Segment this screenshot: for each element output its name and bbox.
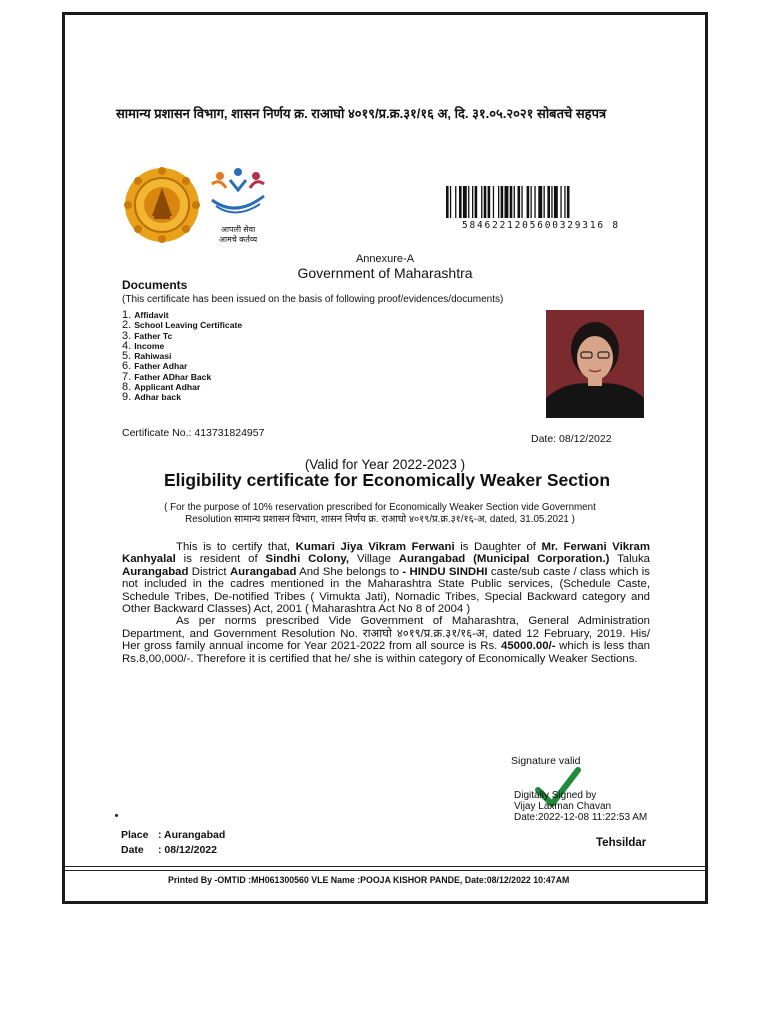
caste: - HINDU SINDHI <box>402 565 488 578</box>
signature-valid-label: Signature valid <box>511 755 581 767</box>
barcode-bar <box>554 186 558 218</box>
government-title: Government of Maharashtra <box>297 265 473 281</box>
village: Aurangabad (Municipal Corporation.) <box>398 553 610 566</box>
signer-name: Vijay Laxman Chavan <box>514 801 612 812</box>
purpose-line-2: Resolution सामान्य प्रशासन विभाग, शासन निर्णय क्र. राआघो ४०१९/प्र.क्र.३१/१६-अ, dated, 31.05.2021 ) <box>185 514 575 525</box>
seva-tagline-2: आमचे कर्तव्य <box>218 235 258 244</box>
designation: Tehsildar <box>596 837 647 849</box>
barcode-bar <box>455 186 456 218</box>
list-item: 9. Adhar back <box>122 391 181 404</box>
barcode-bar <box>468 186 469 218</box>
barcode-bar <box>459 186 462 218</box>
issue-date: Date: 08/12/2022 <box>531 433 612 445</box>
barcode-bar <box>538 186 542 218</box>
barcode-bar <box>481 186 482 218</box>
barcode-bar <box>531 186 532 218</box>
applicant-photo <box>546 310 644 418</box>
list-item: 1. Affidavit <box>122 309 169 321</box>
list-item: 3. Father Tc <box>122 329 173 342</box>
barcode-bar <box>518 186 521 218</box>
barcode-bar <box>567 186 570 218</box>
list-item: 2. School Leaving Certificate <box>122 319 243 332</box>
barcode-bar <box>446 186 449 218</box>
annual-income: 45000.00/- <box>501 640 556 653</box>
barcode-bar <box>564 186 565 218</box>
validity-period: (Valid for Year 2022-2023 ) <box>304 457 466 472</box>
barcode-bar <box>505 186 509 218</box>
aapli-seva-logo <box>206 166 270 246</box>
list-item: 6. Father Adhar <box>122 360 188 373</box>
footer-divider <box>64 870 705 871</box>
annexure-label: Annexure-A <box>355 253 415 265</box>
date-value: : 08/12/2022 <box>158 844 217 856</box>
district: Aurangabad <box>229 565 297 578</box>
residence: Sindhi Colony, <box>265 553 350 566</box>
father-name: Mr. Ferwani Vikram Kanhyalal <box>122 541 650 566</box>
barcode-bar <box>534 186 535 218</box>
body-paragraph-2: As per norms prescribed Vide Government of Maharashtra, General Administration Department, and Government Resolution No. राआघो ४०१९/प्र.क्र.३१/१६-अ, dated 12 February, 2019. His/ Her gross family annual income for Year 2021-2022 from all source is Rs. 45000.00/- which is less than Rs.8,00,000/-. Therefore it is certified that he/ she is within category of Economically Weaker Sections. <box>122 615 650 665</box>
list-item: 4. Income <box>122 339 165 352</box>
certificate-title: Eligibility certificate for Economically Weaker Section <box>163 470 611 490</box>
list-item: 7. Father ADhar Back <box>122 370 212 383</box>
barcode-bar <box>488 186 491 218</box>
barcode-number: 5846221205600329316 8 <box>462 220 620 231</box>
barcode-bar <box>547 186 550 218</box>
scan-speck <box>115 814 118 817</box>
certificate-body <box>122 541 650 665</box>
date-label: Date <box>121 844 144 856</box>
barcode-bar <box>475 186 478 218</box>
documents-heading: Documents <box>122 278 188 292</box>
seva-hand-icon <box>206 166 270 218</box>
barcode-bar <box>527 186 530 218</box>
barcode-bar <box>551 186 552 218</box>
barcode <box>446 186 660 218</box>
digital-signature-block <box>514 790 647 823</box>
barcode-bar <box>484 186 487 218</box>
place-label: Place <box>121 829 149 841</box>
barcode-bar <box>498 186 499 218</box>
signature-timestamp: Date:2022-12-08 11:22:53 AM <box>514 812 648 823</box>
seva-tagline-1: आपली सेवा <box>220 225 256 234</box>
header-resolution-line: सामान्य प्रशासन विभाग, शासन निर्णय क्र. राआघो ४०१९/प्र.क्र.३१/१६ अ, दि. ३१.०५.२०२१ सोबतचे सहपत्र <box>116 106 607 121</box>
list-item: 5. Rahiwasi <box>122 350 172 363</box>
barcode-bar <box>450 186 451 218</box>
signed-by-label: Digitally Signed by <box>514 790 597 801</box>
barcode-bar <box>510 186 513 218</box>
barcode-bar <box>514 186 515 218</box>
documents-subheading: (This certificate has been issued on the basis of following proof/evidences/documents) <box>122 294 504 305</box>
place-date-block <box>121 828 225 858</box>
taluka: Aurangabad <box>122 565 189 578</box>
barcode-bar <box>501 186 504 218</box>
body-paragraph-1: This is to certify that, Kumari Jiya Vikram Ferwani is Daughter of Mr. Ferwani Vikram Kanhyalal is resident of Sindhi Colony, Village Aurangabad (Municipal Corporation.) Taluka Aurangabad District Aurangabad And She belongs to - HINDU SINDHI caste/sub caste / class which is not included in the cadres mentioned in the Maharashtra State Public services, (Schedule Caste, Schedule Tribes, De-notified Tribes ( Vimukta Jati), Nomadic Tribes, Special Backward category and Other Backward Classes) Act, 2001 ( Maharashtra Act No 8 of 2004 ) <box>122 541 651 616</box>
barcode-bar <box>544 186 545 218</box>
purpose-note <box>130 502 630 526</box>
certificate-number: Certificate No.: 413731824957 <box>122 427 265 439</box>
printed-by-line: Printed By -OMTID :MH061300560 VLE Name :POOJA KISHOR PANDE, Date:08/12/2022 10:47AM <box>168 875 570 885</box>
barcode-bar <box>463 186 467 218</box>
person-silhouette-icon <box>546 310 644 418</box>
purpose-line-1: ( For the purpose of 10% reservation prescribed for Economically Weaker Section vide Government <box>164 502 596 513</box>
maharashtra-emblem-icon <box>122 166 202 244</box>
barcode-bar <box>472 186 473 218</box>
list-item: 8. Applicant Adhar <box>122 381 201 394</box>
place-value: : Aurangabad <box>158 829 226 841</box>
applicant-name: Kumari Jiya Vikram Ferwani <box>295 541 455 553</box>
barcode-bar <box>560 186 561 218</box>
documents-list <box>122 310 242 403</box>
footer-divider <box>64 866 705 867</box>
barcode-bar <box>493 186 494 218</box>
barcode-bar <box>521 186 522 218</box>
